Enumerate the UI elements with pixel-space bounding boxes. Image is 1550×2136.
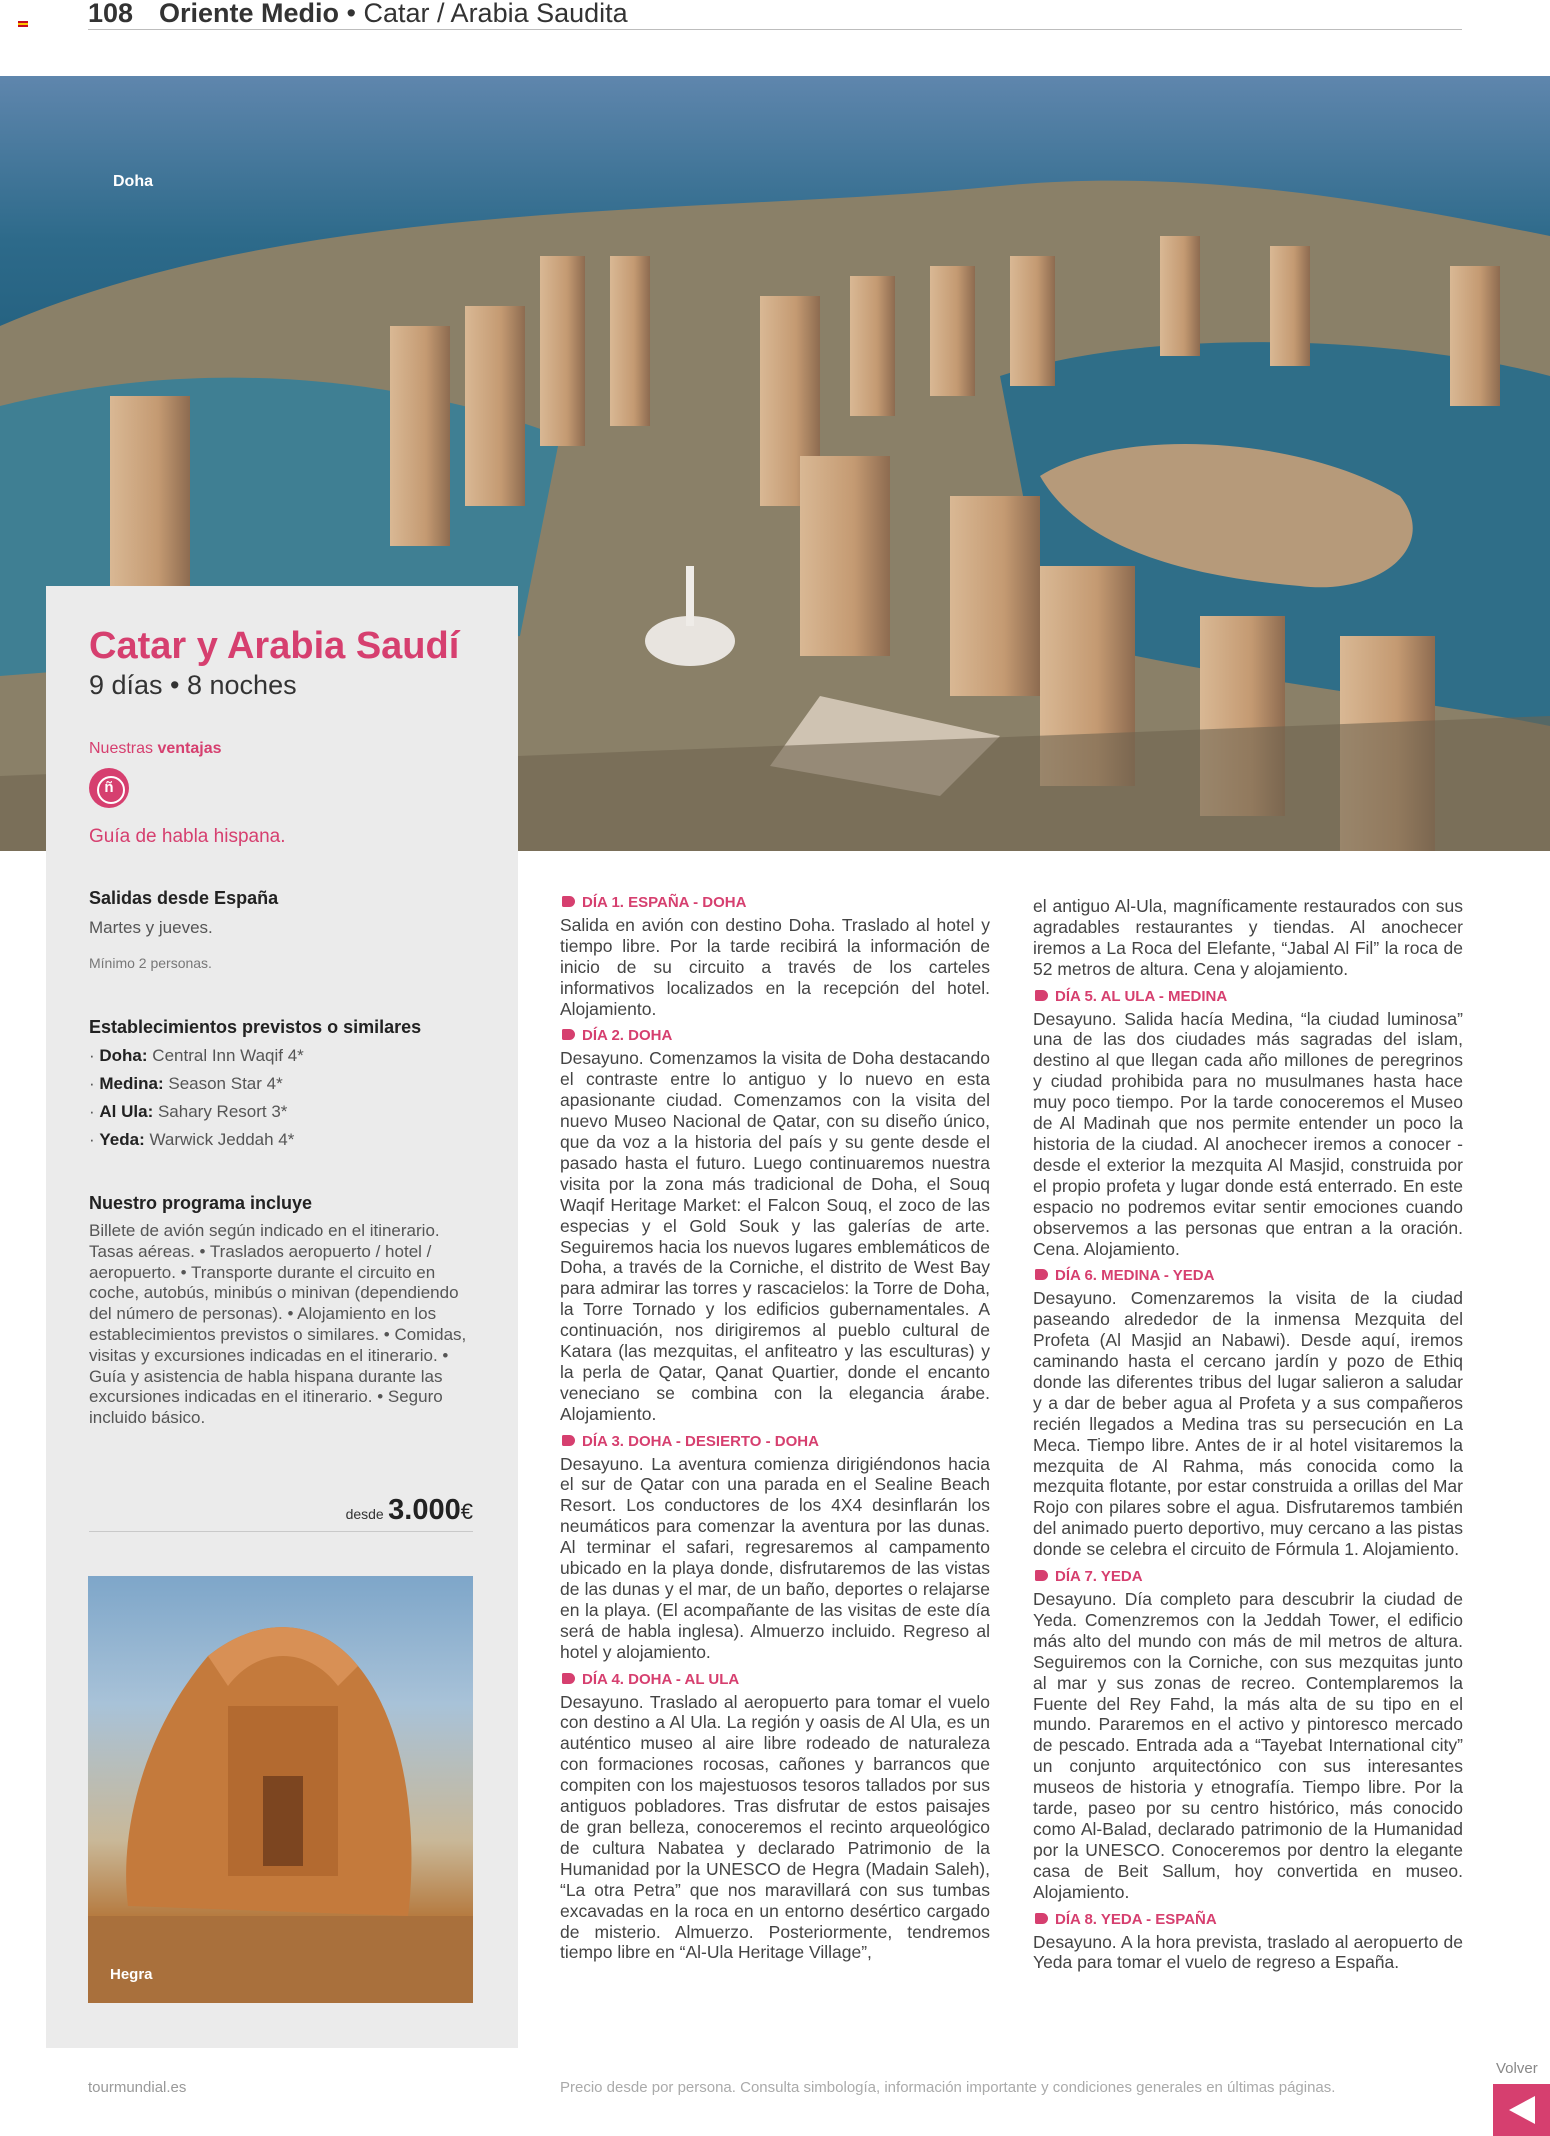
hegra-photo (88, 1576, 473, 2003)
list-item: · Yeda: Warwick Jeddah 4* (89, 1130, 295, 1149)
list-item: · Doha: Central Inn Waqif 4* (89, 1046, 304, 1065)
day-title: DÍA 5. AL ULA - MEDINA (1033, 987, 1463, 1008)
trip-duration: 9 días • 8 noches (89, 670, 297, 700)
day-text: Desayuno. La aventura comienza dirigiéndonos hacia el sur de Qatar con una parada en el Sealine Beach Resort. Los conductores de los 4X4 desinflarán los neumáticos para comenzar la aventura por las dunas. Al terminar el safari, regresaremos al campamento ubicado en la playa donde, disfrutaremos de las vistas de las dunas y el mar, de un baño, deportes o relajarse en la playa. (El acompañante de las visitas de este día será de habla inglesa). Almuerzo incluido. Regreso al hotel y alojamiento. (560, 1453, 990, 1662)
itinerary-column-1 (560, 893, 990, 1963)
day-title: DÍA 7. YEDA (1033, 1567, 1463, 1588)
section-title (159, 0, 628, 29)
day-text: Salida en avión con destino Doha. Traslado al hotel y tiempo libre. Por la tarde recibirá la información de inicio de su circuito a través de los carteles informativos localizados en la recepción del hotel. Alojamiento. (560, 914, 990, 1019)
list-item: · Medina: Season Star 4* (89, 1074, 283, 1093)
day-text: Desayuno. A la hora prevista, traslado al aeropuerto de Yeda para tomar el vuelo de regreso a España. (1033, 1931, 1463, 1973)
spanish-guide-icon: ñ (89, 768, 129, 808)
hero-caption: Doha (113, 173, 153, 190)
itinerary-day (560, 1432, 990, 1663)
itinerary-day (1033, 1567, 1463, 1903)
advantages-prefix: Nuestras (89, 740, 154, 757)
price (89, 1494, 473, 1532)
includes-text: Billete de avión según indicado en el itinerario. Tasas aéreas. • Traslados aeropuerto / hotel / aeropuerto. • Transporte durante el circuito en coche, autobús, minibús o minivan (dependiendo del número de personas). • Alojamiento en los establecimientos previstos o similares. • Comidas, visitas y excursiones indicadas en el itinerario. • Guía y asistencia de habla hispana durante las excursiones indicadas en el itinerario. • Seguro incluido básico. (89, 1221, 467, 1428)
hotels-list (89, 1042, 304, 1154)
page-number: 108 (88, 0, 134, 28)
back-arrow-icon[interactable] (1493, 2084, 1550, 2136)
page-header (88, 0, 1462, 30)
includes-heading: Nuestro programa incluye (89, 1193, 313, 1213)
price-currency: € (460, 1499, 473, 1524)
day-text: Desayuno. Comenzaremos la visita de la ciudad paseando alrededor de la inmensa Mezquita del Profeta (Al Masjid an Nabawi). Desde aquí, iremos caminando hasta el cercano jardín y pozo de Ethiq donde las diferentes tribus del lugar salieron a saludar y a dar de beber agua al Profeta y a sus compañeros recién llegados a Medina tras su persecución en La Meca. Tiempo libre. Antes de ir al hotel visitaremos la mezquita de Al Rahma, más conocida como la mezquita flotante, por estar construida a orillas del Mar Rojo con pilares sobre el agua. Disfrutaremos también del animado puerto deportivo, muy cercano a las pistas donde se celebra el circuito de Fórmula 1. Alojamiento. (1033, 1288, 1463, 1560)
advantages-label (89, 740, 222, 758)
footer-site-link[interactable]: tourmundial.es (88, 2079, 187, 2096)
price-from-label: desde (345, 1506, 384, 1522)
section-separator: • (346, 0, 356, 28)
day-text: Desayuno. Día completo para descubrir la ciudad de Yeda. Comenzremos con la Jeddah Tower, el edificio más alto del mundo con más de mil metros de altura. Seguiremos con la Corniche, con sus mezquitas junto al mar y sus zonas de recreo. Contemplaremos la Fuente del Rey Fahd, la más alta de su tipo en el mundo. Pararemos en el activo y pintoresco mercado de pescado. Entrada ada a “Tayebat International city” un conjunto arquitectónico con sus interesantes museos de historia y etnografía. Tiempo libre. Por la tarde, paseo por su centro histórico, más conocido como Al-Balad, declarado patrimonio de la Humanidad por la UNESCO. Conoceremos por dentro la elegante casa de Beit Sallum, hoy convertida en museo. Alojamiento. (1033, 1589, 1463, 1902)
list-item: · Al Ula: Sahary Resort 3* (89, 1102, 288, 1121)
section-name: Oriente Medio (159, 0, 340, 28)
itinerary-day (1033, 1910, 1463, 1974)
day-title: DÍA 8. YEDA - ESPAÑA (1033, 1910, 1463, 1931)
itinerary-day (560, 1670, 990, 1964)
day-title: DÍA 2. DOHA (560, 1026, 990, 1047)
price-amount: 3.000 (388, 1494, 461, 1526)
day-text: Desayuno. Salida hacía Medina, “la ciudad luminosa” una de las dos ciudades más sagradas del islam, destino al que llegan cada año millones de peregrinos y ciudad prohibida para no musulmanes hasta hace muy poco tiempo. Por la tarde conoceremos el Museo de Al Madinah que nos permite entender un poco la historia de la ciudad. Al anochecer iremos a conocer - desde el exterior la mezquita Al Masjid, construida por el propio profeta y lugar donde está enterrado. En este espacio no podremos evitar sentir emociones cuando observemos a las personas que entran a la oración. Cena. Alojamiento. (1033, 1008, 1463, 1259)
day-text: el antiguo Al-Ula, magníficamente restaurados con sus agradables restaurantes y tiendas. Al anochecer iremos a La Roca del Elefante, “Jabal Al Fil” la roca de 52 metros de altura. Cena y alojamiento. (1033, 896, 1463, 979)
itinerary-day (560, 893, 990, 1019)
day-title: DÍA 3. DOHA - DESIERTO - DOHA (560, 1432, 990, 1453)
hegra-illustration (88, 1576, 473, 2003)
itinerary-column-2 (1033, 895, 1463, 1973)
departures-minimum: Mínimo 2 personas. (89, 955, 212, 971)
day-title: DÍA 1. ESPAÑA - DOHA (560, 893, 990, 914)
day-title: DÍA 6. MEDINA - YEDA (1033, 1266, 1463, 1287)
departures-heading: Salidas desde España (89, 888, 279, 908)
itinerary-day (560, 1026, 990, 1424)
hotels-heading: Establecimientos previstos o similares (89, 1017, 422, 1037)
advantages-word: ventajas (157, 740, 222, 757)
trip-title: Catar y Arabia Saudí (89, 625, 460, 667)
advantage-text: Guía de habla hispana. (89, 826, 286, 847)
day-title: DÍA 4. DOHA - AL ULA (560, 1670, 990, 1691)
back-label[interactable]: Volver (1496, 2060, 1538, 2077)
subsection-name: Catar / Arabia Saudita (363, 0, 628, 28)
flag-icon (18, 21, 28, 28)
departures-days: Martes y jueves. (89, 918, 213, 937)
day-text: Desayuno. Comenzamos la visita de Doha destacando el contraste entre lo antiguo y lo nuevo en esta apasionante ciudad. Comenzamos con la visita del nuevo Museo Nacional de Qatar, con su diseño único, que da voz a la historia del país y su gente desde el pasado hasta el futuro. Luego continuaremos nuestra visita por la zona más tradicional de Doha, el Souq Waqif Heritage Market: el Falcon Souq, el zoco de las especias y el Gold Souk y las galerías de arte. Seguiremos hacia los nuevos lugares emblemáticos de Doha, a través de la Corniche, el distrito de West Bay para admirar las torres y rascacielos: la Torre de Doha, la Torre Tornado y los edificios gubernamentales. A continuación, nos dirigiremos al pueblo cultural de Katara (las mezquitas, el anfiteatro y las esculturas) y la perla de Qatar, Qanat Quartier, donde el encanto veneciano se combina con la elegancia árabe. Alojamiento. (560, 1048, 990, 1424)
itinerary-day (1033, 987, 1463, 1260)
itinerary-day (1033, 896, 1463, 980)
day-text: Desayuno. Traslado al aeropuerto para tomar el vuelo con destino a Al Ula. La región y oasis de Al Ula, es un auténtico museo al aire libre rodeado de naturaleza con formaciones rocosas, cañones y barrancos que compiten con los majestuosos tesoros tallados por sus antiguos pobladores. Tras disfrutar de estos paisajes de gran belleza, conoceremos el recinto arqueológico de cultura Nabatea y declarado Patrimonio de la Humanidad por la UNESCO de Hegra (Madain Saleh), “La otra Petra” que nos maravillará con sus tumbas excavadas en la roca en un entorno desértico cargado de misterio. Almuerzo. Posteriormente, tendremos tiempo libre en “Al-Ula Heritage Village”, (560, 1691, 990, 1963)
footer-note: Precio desde por persona. Consulta simbología, información importante y condiciones generales en últimas páginas. (560, 2079, 1336, 2096)
itinerary-day (1033, 1266, 1463, 1560)
hegra-caption: Hegra (110, 1966, 153, 1983)
